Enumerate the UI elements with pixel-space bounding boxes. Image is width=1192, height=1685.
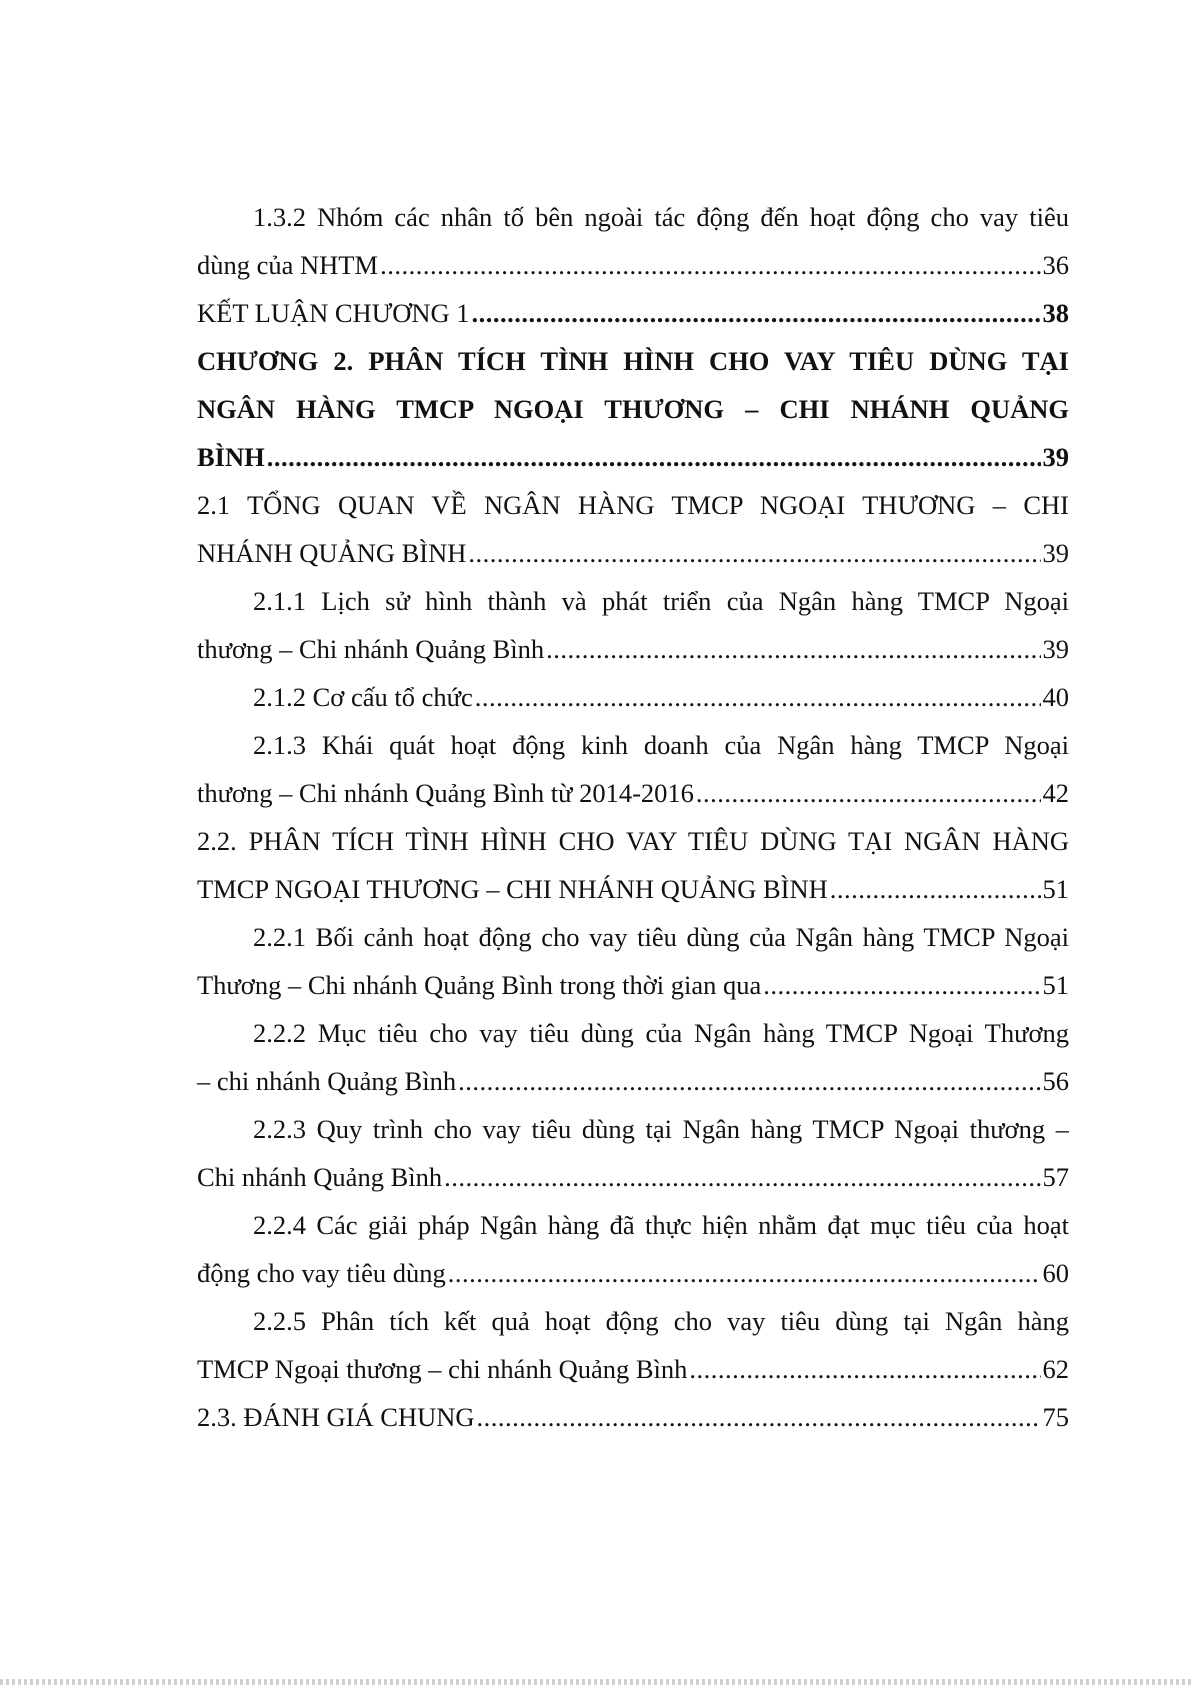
toc-entry-text: Chi nhánh Quảng Bình — [197, 1162, 443, 1192]
toc-page-number: 38 — [1042, 298, 1069, 328]
toc-entry-text: 1.3.2 Nhóm các nhân tố bên ngoài tác động đến hoạt động cho vay tiêu — [253, 202, 1069, 232]
dot-leader — [267, 433, 1041, 481]
toc-page-number: 75 — [1042, 1402, 1069, 1432]
toc-entry-text: 2.2.5 Phân tích kết quả hoạt động cho vay tiêu dùng tại Ngân hàng — [253, 1306, 1069, 1336]
toc-page-number: 39 — [1042, 538, 1069, 568]
dot-leader — [380, 241, 1040, 289]
toc-page-number: 62 — [1042, 1354, 1069, 1384]
toc-entry-text: 2.1.2 Cơ cấu tổ chức — [253, 682, 473, 712]
dot-leader — [458, 1057, 1040, 1105]
toc-entry-text: 2.2.4 Các giải pháp Ngân hàng đã thực hiện nhằm đạt mục tiêu của hoạt — [253, 1210, 1069, 1240]
toc-entry-text: 2.1 TỔNG QUAN VỀ NGÂN HÀNG TMCP NGOẠI THƯƠNG – CHI — [197, 490, 1069, 520]
toc-entry-2-2-1[interactable] — [197, 913, 1069, 1009]
toc-entry-2-1-1[interactable] — [197, 577, 1069, 673]
toc-entry-text: 2.2.1 Bối cảnh hoạt động cho vay tiêu dùng của Ngân hàng TMCP Ngoại — [253, 922, 1069, 952]
toc-entry-text: NGÂN HÀNG TMCP NGOẠI THƯƠNG – CHI NHÁNH QUẢNG — [197, 394, 1069, 424]
toc-entry-last-line — [197, 865, 1069, 913]
toc-page-number: 56 — [1042, 1066, 1069, 1096]
toc-entry-2-2-2[interactable] — [197, 1009, 1069, 1105]
toc-entry-text: 2.1.1 Lịch sử hình thành và phát triển của Ngân hàng TMCP Ngoại — [253, 586, 1069, 616]
toc-page-number: 36 — [1042, 250, 1069, 280]
toc-entry-last-line — [197, 529, 1069, 577]
toc-entry-last-line — [197, 241, 1069, 289]
toc-entry-text: KẾT LUẬN CHƯƠNG 1 — [197, 298, 470, 328]
dot-leader — [444, 1153, 1040, 1201]
toc-entry-last-line — [197, 961, 1069, 1009]
toc-entry-text: động cho vay tiêu dùng — [197, 1258, 446, 1288]
toc-entry-text: NHÁNH QUẢNG BÌNH — [197, 538, 467, 568]
toc-page-number: 51 — [1042, 874, 1069, 904]
toc-entry-2-1-2[interactable] — [197, 673, 1069, 721]
toc-entry-text: thương – Chi nhánh Quảng Bình từ 2014-2016 — [197, 778, 694, 808]
toc-entry-2-3[interactable] — [197, 1393, 1069, 1441]
toc-entry-text: thương – Chi nhánh Quảng Bình — [197, 634, 545, 664]
dot-leader — [546, 625, 1040, 673]
toc-page-number: 60 — [1042, 1258, 1069, 1288]
toc-entry-text: BÌNH — [197, 442, 265, 472]
toc-entry-last-line — [197, 625, 1069, 673]
toc-entry-text: 2.2.3 Quy trình cho vay tiêu dùng tại Ngân hàng TMCP Ngoại thương – — [253, 1114, 1069, 1144]
toc-entry-last-line — [197, 289, 1069, 337]
toc-entry-2-2-3[interactable] — [197, 1105, 1069, 1201]
toc-entry-2-1[interactable] — [197, 481, 1069, 577]
toc-entry-text: 2.3. ĐÁNH GIÁ CHUNG — [197, 1402, 475, 1432]
toc-entry-text: TMCP NGOẠI THƯƠNG – CHI NHÁNH QUẢNG BÌNH — [197, 874, 828, 904]
toc-entry-chuong-2[interactable] — [197, 337, 1069, 481]
dot-leader — [477, 1393, 1041, 1441]
dot-leader — [689, 1345, 1040, 1393]
toc-page-number: 39 — [1042, 442, 1069, 472]
dot-leader — [830, 865, 1041, 913]
toc-entry-text: 2.2.2 Mục tiêu cho vay tiêu dùng của Ngân hàng TMCP Ngoại Thương — [253, 1018, 1069, 1048]
toc-entry-last-line — [197, 769, 1069, 817]
dot-leader — [472, 289, 1041, 337]
toc-entry-1-3-2[interactable] — [197, 193, 1069, 289]
toc-entry-last-line — [197, 433, 1069, 481]
toc-entry-2-2[interactable] — [197, 817, 1069, 913]
toc-entry-text: 2.2. PHÂN TÍCH TÌNH HÌNH CHO VAY TIÊU DÙNG TẠI NGÂN HÀNG — [197, 826, 1069, 856]
toc-entry-text: – chi nhánh Quảng Bình — [197, 1066, 457, 1096]
toc-entry-text: TMCP Ngoại thương – chi nhánh Quảng Bình — [197, 1354, 688, 1384]
toc-entry-last-line — [197, 1249, 1069, 1297]
toc-entry-last-line — [197, 1393, 1069, 1441]
toc-page-number: 51 — [1042, 970, 1069, 1000]
toc-entry-text: 2.1.3 Khái quát hoạt động kinh doanh của Ngân hàng TMCP Ngoại — [253, 730, 1069, 760]
page-bottom-edge — [0, 1679, 1192, 1685]
toc-page-number: 40 — [1042, 682, 1069, 712]
toc-entry-2-2-4[interactable] — [197, 1201, 1069, 1297]
toc-entry-2-1-3[interactable] — [197, 721, 1069, 817]
dot-leader — [763, 961, 1040, 1009]
toc-entry-text: dùng của NHTM — [197, 250, 379, 280]
toc-page-number: 57 — [1042, 1162, 1069, 1192]
toc-page-number: 39 — [1042, 634, 1069, 664]
toc-page-number: 42 — [1042, 778, 1069, 808]
toc-entry-2-2-5[interactable] — [197, 1297, 1069, 1393]
toc-entry-last-line — [197, 1345, 1069, 1393]
toc-entry-last-line — [197, 673, 1069, 721]
toc-entry-ket-luan-chuong-1[interactable] — [197, 289, 1069, 337]
dot-leader — [696, 769, 1041, 817]
dot-leader — [448, 1249, 1041, 1297]
dot-leader — [475, 673, 1041, 721]
toc-entry-last-line — [197, 1057, 1069, 1105]
toc-entry-text: Thương – Chi nhánh Quảng Bình trong thời gian qua — [197, 970, 762, 1000]
table-of-contents — [197, 193, 1069, 1441]
toc-entry-last-line — [197, 1153, 1069, 1201]
dot-leader — [468, 529, 1040, 577]
toc-entry-text: CHƯƠNG 2. PHÂN TÍCH TÌNH HÌNH CHO VAY TIÊU DÙNG TẠI — [197, 346, 1069, 376]
